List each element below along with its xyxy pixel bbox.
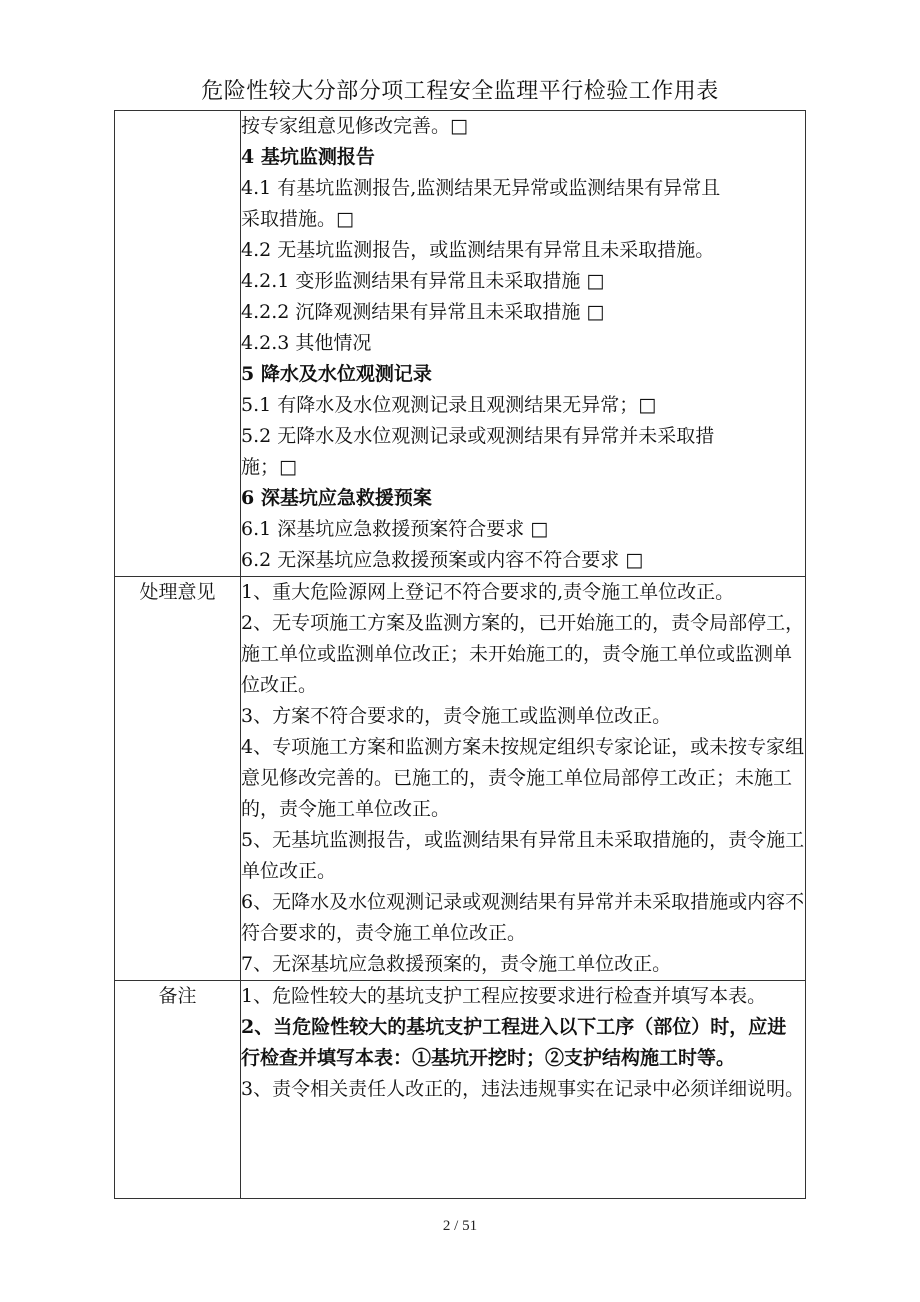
section-heading-emergency-plan: 6 深基坑应急救援预案 bbox=[241, 487, 432, 509]
page-number: 2 / 51 bbox=[442, 1218, 478, 1234]
row-label-handling-opinions: 处理意见 bbox=[115, 577, 241, 981]
checklist-line: 4.1 有基坑监测报告,监测结果无异常或监测结果有异常且 bbox=[241, 177, 721, 199]
document-title: 危险性较大分部分项工程安全监理平行检验工作用表 bbox=[201, 79, 719, 104]
handling-opinions-content bbox=[241, 577, 806, 981]
section-heading-dewatering-records: 5 降水及水位观测记录 bbox=[241, 363, 432, 385]
row-label-remarks: 备注 bbox=[115, 981, 241, 1199]
checklist-line: 按专家组意见修改完善。□ bbox=[241, 115, 468, 137]
checklist-line: 施；□ bbox=[241, 456, 297, 478]
opinion-item: 1、重大危险源网上登记不符合要求的,责令施工单位改正。 bbox=[241, 581, 735, 603]
remark-item: 1、危险性较大的基坑支护工程应按要求进行检查并填写本表。 bbox=[241, 985, 767, 1007]
remark-item-bold: 2、当危险性较大的基坑支护工程进入以下工序（部位）时，应进行检查并填写本表：①基坑开挖时；②支护结构施工时等。 bbox=[241, 1016, 787, 1069]
remarks-content bbox=[241, 981, 806, 1199]
checklist-line: 5.1 有降水及水位观测记录且观测结果无异常；□ bbox=[241, 394, 657, 416]
opinion-item: 2、无专项施工方案及监测方案的，已开始施工的，责令局部停工，施工单位或监测单位改正；未开始施工的，责令施工单位或监测单位改正。 bbox=[241, 612, 805, 696]
remark-item: 3、责令相关责任人改正的，违法违规事实在记录中必须详细说明。 bbox=[241, 1078, 805, 1100]
opinion-item: 5、无基坑监测报告，或监测结果有异常且未采取措施的，责令施工单位改正。 bbox=[241, 829, 805, 882]
checklist-line: 4.2.1 变形监测结果有异常且未采取措施 □ bbox=[241, 270, 605, 292]
checklist-line: 5.2 无降水及水位观测记录或观测结果有异常并未采取措 bbox=[241, 425, 715, 447]
checklist-content bbox=[241, 111, 806, 577]
opinion-item: 6、无降水及水位观测记录或观测结果有异常并未采取措施或内容不符合要求的，责令施工单位改正。 bbox=[241, 891, 805, 944]
checklist-line: 4.2.3 其他情况 bbox=[241, 332, 372, 354]
row-label-empty bbox=[115, 111, 241, 577]
opinion-item: 7、无深基坑应急救援预案的，责令施工单位改正。 bbox=[241, 953, 672, 975]
checklist-line: 4.2.2 沉降观测结果有异常且未采取措施 □ bbox=[241, 301, 605, 323]
table-row-remarks bbox=[115, 981, 806, 1199]
opinion-item: 3、方案不符合要求的，责令施工或监测单位改正。 bbox=[241, 705, 672, 727]
checklist-line: 采取措施。□ bbox=[241, 208, 354, 230]
checklist-line: 6.2 无深基坑应急救援预案或内容不符合要求 □ bbox=[241, 549, 644, 571]
opinion-item: 4、专项施工方案和监测方案未按规定组织专家论证，或未按专家组意见修改完善的。已施工的，责令施工单位局部停工改正；未施工的，责令施工单位改正。 bbox=[241, 736, 805, 820]
checklist-line: 6.1 深基坑应急救援预案符合要求 □ bbox=[241, 518, 549, 540]
section-heading-monitoring-report: 4 基坑监测报告 bbox=[241, 146, 375, 168]
table-row-handling-opinions bbox=[115, 577, 806, 981]
checklist-line: 4.2 无基坑监测报告，或监测结果有异常且未采取措施。 bbox=[241, 239, 715, 261]
table-row-checklist bbox=[115, 111, 806, 577]
inspection-table bbox=[114, 110, 806, 1199]
